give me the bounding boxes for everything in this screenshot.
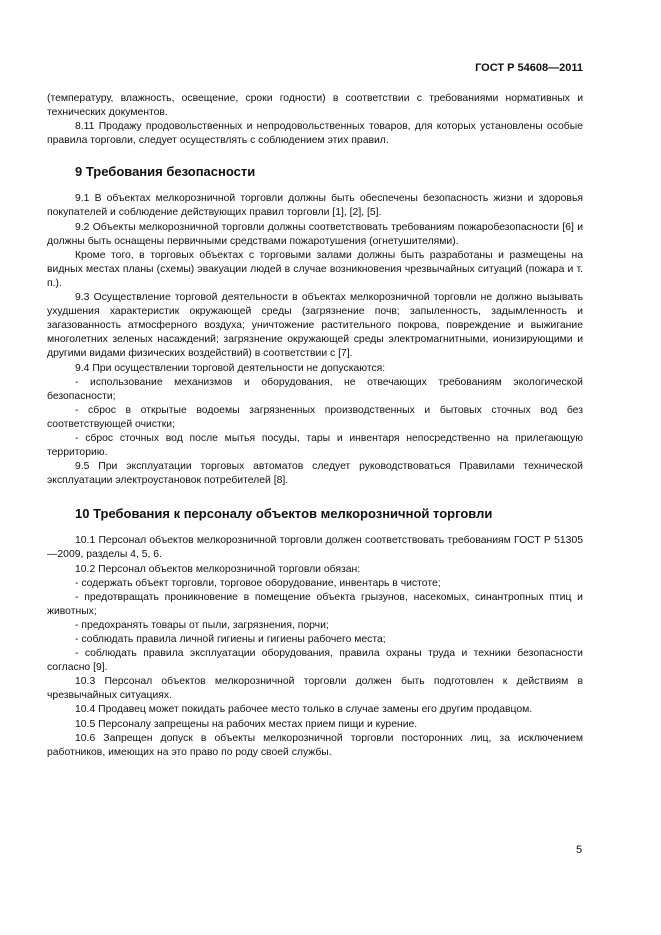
paragraph: Кроме того, в торговых объектах с торговыми залами должны быть разработаны и размещены на видных местах планы (схемы) эвакуации людей в случае возникновения чрезвычайных ситуаций (пожара и т. п.). [47, 249, 583, 289]
list-item: - соблюдать правила эксплуатации оборудования, правила охраны труда и техники безопасности согласно [9]. [47, 648, 583, 674]
section-9-title: 9 Требования безопасности [75, 164, 256, 180]
section-10-title: 10 Требования к персоналу объектов мелкорозничной торговли [75, 506, 493, 522]
page-content [47, 92, 583, 760]
list-item: - соблюдать правила личной гигиены и гигиены рабочего места; [75, 634, 386, 645]
list-item: - содержать объект торговли, торговое оборудование, инвентарь в чистоте; [75, 577, 441, 589]
list-item: - сброс в открытые водоемы загрязненных производственных и бытовых сточных вод без соответствующей очистки; [47, 404, 583, 430]
paragraph: 10.6 Запрещен допуск в объекты мелкорозничной торговли посторонних лиц, за исключением работников, имеющих на это право по роду своей службы. [47, 732, 583, 758]
list-item: - использование механизмов и оборудования, не отвечающих требованиям экологической безопасности; [47, 376, 583, 402]
list-item: - предохранять товары от пыли, загрязнения, порчи; [75, 619, 329, 631]
paragraph: 9.3 Осуществление торговой деятельности в объектах мелкорозничной торговли не должно вызывать ухудшения характеристик окружающей среды (загрязнение почв; запыленность, задымленность и загазованность атмосферного воздуха; уничтожение растительного покрова, повреждение и выжигание многолетних зеленых насаждений; загрязнение окружающей среды электромагнитными, ионизирующими и другими видами физических воздействий) в соответствии с [7]. [47, 292, 583, 360]
paragraph: 8.11 Продажу продовольственных и непродовольственных товаров, для которых установлены особые правила торговли, следует осуществлять с соблюдением этих правил. [47, 121, 583, 147]
paragraph: 10.3 Персонал объектов мелкорозничной торговли должен быть подготовлен к действиям в чрезвычайных ситуациях. [47, 676, 583, 702]
paragraph: (температуру, влажность, освещение, сроки годности) в соответствии с требованиями нормативных и технических документов. [47, 93, 583, 119]
list-item: - предотвращать проникновение в помещение объекта грызунов, насекомых, синантропных птиц и животных; [47, 591, 583, 617]
paragraph: 9.1 В объектах мелкорозничной торговли должны быть обеспечены безопасность жизни и здоровья покупателей и соблюдение действующих правил торговли [1], [2], [5]. [47, 193, 583, 219]
paragraph: 10.1 Персонал объектов мелкорозничной торговли должен соответствовать требованиям ГОСТ Р 51305—2009, разделы 4, 5, 6. [47, 535, 583, 561]
page-number: 5 [576, 844, 583, 856]
paragraph: 10.5 Персоналу запрещены на рабочих местах прием пищи и курение. [75, 718, 418, 730]
paragraph: 10.4 Продавец может покидать рабочее место только в случае замены его другим продавцом. [75, 704, 533, 716]
list-item: - сброс сточных вод после мытья посуды, тары и инвентаря непосредственно на прилегающую территорию. [47, 432, 583, 459]
paragraph: 9.2 Объекты мелкорозничной торговли должны соответствовать требованиям пожаробезопасности [6] и должны быть оснащены первичными средствами пожаротушения (огнетушителями). [47, 221, 583, 247]
document-code: ГОСТ Р 54608—2011 [475, 62, 583, 74]
paragraph: 9.4 При осуществлении торговой деятельности не допускаются: [75, 362, 386, 374]
paragraph: 10.2 Персонал объектов мелкорозничной торговли обязан: [75, 563, 361, 575]
paragraph: 9.5 При эксплуатации торговых автоматов следует руководствоваться Правилами технической эксплуатации электроустановок потребителей [8]. [47, 461, 583, 487]
